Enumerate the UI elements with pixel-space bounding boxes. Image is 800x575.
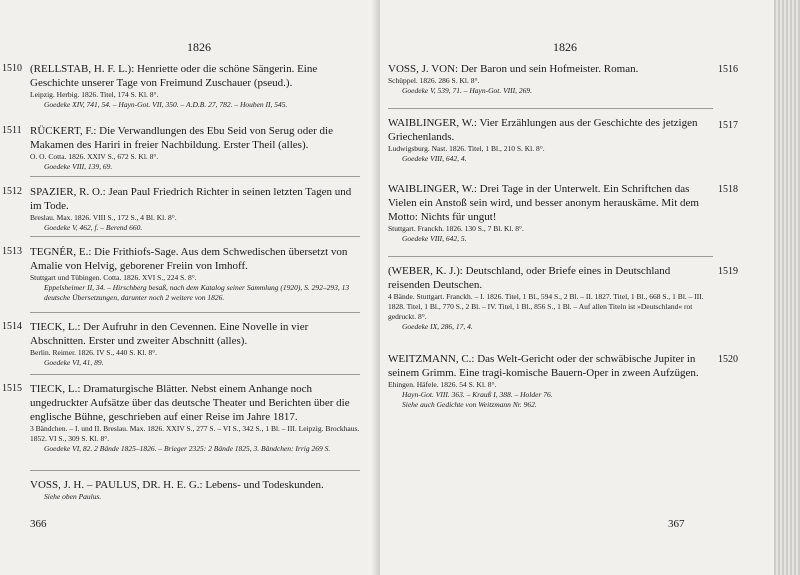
entry-imprint: O. O. Cotta. 1826. XXIV S., 672 S. Kl. 8°. [30, 152, 159, 161]
left-page-number: 366 [30, 518, 47, 530]
entry-reference: Goedeke IX, 286, 17, 4. [402, 322, 473, 331]
entry-divider [388, 108, 713, 109]
entry-reference: Siehe auch Gedichte von Weitzmann Nr. 962. [402, 400, 537, 409]
left-page [0, 0, 398, 575]
entry-reference: Eppelsheimer II, 34. – Hirschberg besaß, nach dem Katalog seiner Sammlung (1920), S. 292–293, 13 deutsche Übersetzungen, darunter noch 2 weitere von 1826. [44, 283, 350, 302]
entry-1519 [388, 264, 713, 332]
entry-reference: Siehe oben Paulus. [44, 492, 102, 501]
entry-imprint: Ludwigsburg. Nast. 1826. Titel, 1 Bl., 210 S. Kl. 8°. [388, 144, 545, 153]
entry-imprint: Ehingen. Häfele. 1826. 54 S. Kl. 8°. [388, 380, 497, 389]
entry-divider [30, 470, 360, 471]
entry-imprint: Breslau. Max. 1826. VIII S., 172 S., 4 Bl. Kl. 8°. [30, 213, 177, 222]
entry-number: 1517 [718, 120, 738, 131]
entry-reference: Goedeke V, 462, f. – Berend 660. [44, 223, 143, 232]
entry-reference: Goedeke VIII, 642, 4. [402, 154, 467, 163]
entry-divider [30, 312, 360, 313]
entry-title: VOSS, J. VON: Der Baron und sein Hofmeister. Roman. [388, 63, 639, 75]
entry-title: VOSS, J. H. – PAULUS, DR. H. E. G.: Lebens- und Todeskunden. [30, 479, 324, 491]
entry-number: 1516 [718, 64, 738, 75]
entry-title: WAIBLINGER, W.: Drei Tage in der Unterwelt. Ein Schriftchen das Vielen ein Anstoß sein wird, und besser anonym herauskäme. Mit dem Motto: Nichts für ungut! [388, 183, 699, 223]
entry-reference: Goedeke XIV, 741, 54. – Hayn-Got. VII, 350. – A.D.B. 27, 782. – Houben II, 545. [44, 100, 288, 109]
entry-title: WAIBLINGER, W.: Vier Erzählungen aus der Geschichte des jetzigen Griechenlands. [388, 117, 698, 143]
entry-reference: Goedeke VI, 82. 2 Bände 1825–1826. – Brieger 2325: 2 Bände 1825, 3. Bändchen: Irrig 269 S. [44, 444, 331, 453]
entry-reference: Goedeke VIII, 642, 5. [402, 234, 467, 243]
entry-1511 [2, 124, 360, 172]
entry-reference: Goedeke VI, 41, 89. [44, 358, 104, 367]
entry-voss-paulus [30, 478, 360, 502]
entry-reference: Goedeke V, 539, 71. – Hayn-Got. VIII, 269. [402, 86, 533, 95]
entry-title: (WEBER, K. J.): Deutschland, oder Briefe eines in Deutschland reisenden Deutschen. [388, 265, 671, 291]
entry-1518 [388, 182, 713, 244]
entry-imprint: 4 Bände. Stuttgart. Franckh. – I. 1826. Titel, 1 Bl., 594 S., 2 Bl. – II. 1827. Titel, 1 Bl., 668 S., 1 Bl. – III. 1828. Titel, 1 Bl., 770 S., 2 Bl. – IV. Titel, 1 Bl., 856 S., 1 Bl. – Auf allen Titeln ist »Deutschland« rot gedruckt. 8°. [388, 292, 704, 321]
entry-number: 1520 [718, 354, 738, 365]
entry-title: TIECK, L.: Dramaturgische Blätter. Nebst einem Anhange noch ungedruckter Aufsätze über das deutsche Theater und Berichten über die englische Bühne, geschrieben auf einer Reise im Jahre 1817. [30, 383, 350, 423]
entry-imprint: Schüppel. 1826. 286 S. Kl. 8°. [388, 76, 480, 85]
entry-imprint: Stuttgart. Franckh. 1826. 130 S., 7 Bl. Kl. 8°. [388, 224, 524, 233]
entry-1520 [388, 352, 713, 410]
entry-1517 [388, 116, 713, 164]
entry-number: 1512 [2, 186, 22, 197]
entry-reference: Hayn-Got. VIII. 363. – Krauß I, 388. – Holder 76. [402, 390, 553, 399]
entry-title: RÜCKERT, F.: Die Verwandlungen des Ebu Seid von Serug oder die Makamen des Hariri in freier Nachbildung. Erster Theil (alles). [30, 125, 333, 151]
entry-1510 [2, 62, 360, 110]
entry-title: TEGNÉR, E.: Die Frithiofs-Sage. Aus dem Schwedischen übersetzt von Amalie von Helvig, geborener Freiin von Imhoff. [30, 246, 348, 272]
right-page-year: 1826 [553, 40, 577, 54]
entry-divider [388, 256, 713, 257]
entry-imprint: Berlin. Reimer. 1826. IV S., 440 S. Kl. 8°. [30, 348, 158, 357]
entry-1516 [388, 62, 713, 96]
page-edge [774, 0, 800, 575]
entry-number: 1511 [2, 125, 22, 136]
entry-number: 1513 [2, 246, 22, 257]
entry-title: SPAZIER, R. O.: Jean Paul Friedrich Richter in seinen letzten Tagen und im Tode. [30, 186, 352, 212]
entry-1515 [2, 382, 360, 454]
entry-divider [30, 236, 360, 237]
entry-number: 1515 [2, 383, 22, 394]
entry-1514 [2, 320, 360, 368]
entry-title: (RELLSTAB, H. F. L.): Henriette oder die schöne Sängerin. Eine Geschichte unserer Tage von Freimund Zuschauer (pseud.). [30, 63, 318, 89]
entry-divider [30, 374, 360, 375]
entry-number: 1519 [718, 266, 738, 277]
entry-number: 1514 [2, 321, 22, 332]
entry-number: 1510 [2, 63, 22, 74]
entry-imprint: Leipzig. Herbig. 1826. Titel, 174 S. Kl. 8°. [30, 90, 159, 99]
left-page-year: 1826 [187, 40, 211, 54]
entry-imprint: Stuttgart und Tübingen. Cotta. 1826. XVI S., 224 S. 8°. [30, 273, 197, 282]
entry-imprint: 3 Bändchen. – I. und II. Breslau. Max. 1826. XXIV S., 277 S. – VI S., 342 S., 1 Bl. – III. Leipzig. Brockhaus. 1852. VI S., 309 S. Kl. 8°. [30, 424, 360, 443]
entry-title: TIECK, L.: Der Aufruhr in den Cevennen. Eine Novelle in vier Abschnitten. Erster und zweiter Abschnitt (alles). [30, 321, 309, 347]
entry-number: 1518 [718, 184, 738, 195]
entry-divider [30, 176, 360, 177]
entry-title: WEITZMANN, C.: Das Welt-Gericht oder der schwäbische Jupiter in seinem Grimm. Eine tragi-komische Bauern-Oper in zween Aufzügen. [388, 353, 699, 379]
entry-1512 [2, 185, 360, 233]
entry-1513 [2, 245, 360, 303]
entry-reference: Goedeke VIII, 139, 69. [44, 162, 113, 171]
right-page-number: 367 [668, 518, 685, 530]
